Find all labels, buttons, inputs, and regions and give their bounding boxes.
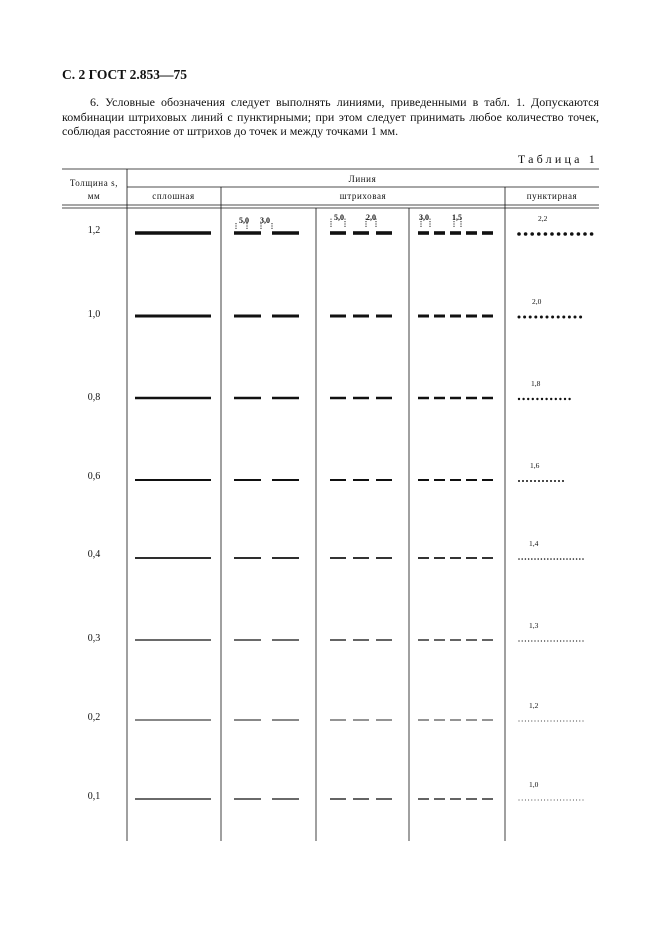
dotted-line-point bbox=[522, 720, 523, 721]
dotted-line-point bbox=[531, 558, 533, 560]
dotted-line-point bbox=[522, 480, 524, 482]
dotted-line-point bbox=[558, 480, 560, 482]
dotted-line-point bbox=[564, 398, 566, 400]
dot-spacing-label: 1,4 bbox=[529, 539, 539, 548]
dotted-line-point bbox=[534, 558, 536, 560]
dotted-line-point bbox=[529, 316, 532, 319]
dotted-line-point bbox=[523, 316, 526, 319]
dotted-line-point bbox=[576, 800, 577, 801]
dotted-line-point bbox=[534, 316, 537, 319]
dotted-line-point bbox=[517, 232, 521, 236]
dotted-line-point bbox=[563, 232, 567, 236]
dotted-line-point bbox=[544, 640, 545, 641]
thickness-value: 0,2 bbox=[87, 712, 101, 723]
dotted-line-point bbox=[530, 232, 534, 236]
dotted-line-point bbox=[542, 480, 544, 482]
dotted-line-point bbox=[563, 720, 564, 721]
dash-annotation: 5,0 bbox=[334, 213, 344, 222]
header-solid: сплошная bbox=[152, 191, 195, 201]
dotted-line-point bbox=[579, 800, 580, 801]
dotted-line-point bbox=[579, 640, 580, 641]
dotted-line-point bbox=[525, 558, 527, 560]
dotted-line-point bbox=[535, 800, 536, 801]
dotted-line-point bbox=[545, 398, 547, 400]
dotted-line-point bbox=[525, 800, 526, 801]
dotted-line-point bbox=[557, 800, 558, 801]
dotted-line-point bbox=[534, 720, 535, 721]
dotted-line-point bbox=[531, 640, 532, 641]
dot-spacing-label: 1,6 bbox=[530, 461, 540, 470]
dotted-line-point bbox=[544, 800, 545, 801]
thickness-value: 0,3 bbox=[87, 633, 101, 644]
thickness-value: 0,1 bbox=[87, 791, 101, 802]
dotted-line-point bbox=[570, 720, 571, 721]
dotted-line-point bbox=[550, 480, 552, 482]
dotted-line-point bbox=[582, 558, 584, 560]
dotted-line-point bbox=[522, 800, 523, 801]
dotted-line-point bbox=[525, 720, 526, 721]
paragraph-6: 6. Условные обозначения следует выполнять линиями, приведенными в табл. 1. Допускаются комбинации штриховых линий с пунктирными; при этом следует принимать любое количество точек, соблюдая расстояние от штрихов до точек и между точками 1 мм. bbox=[62, 95, 599, 138]
dotted-line-point bbox=[518, 720, 519, 721]
dotted-line-point bbox=[563, 640, 564, 641]
dash-annotation: 2,0 bbox=[366, 213, 376, 222]
dotted-line-point bbox=[518, 316, 521, 319]
dotted-line-point bbox=[522, 640, 523, 641]
dotted-line-point bbox=[518, 480, 520, 482]
dotted-line-point bbox=[528, 720, 529, 721]
dotted-line-point bbox=[582, 720, 583, 721]
page-header: С. 2 ГОСТ 2.853—75 bbox=[62, 67, 188, 82]
dotted-line-point bbox=[557, 232, 561, 236]
dotted-line-point bbox=[531, 800, 532, 801]
dash-annotation: 1,5 bbox=[452, 213, 462, 222]
dotted-line-point bbox=[557, 720, 558, 721]
dotted-line-point bbox=[527, 398, 529, 400]
dotted-line-point bbox=[538, 720, 539, 721]
dotted-line-point bbox=[573, 558, 575, 560]
dotted-line-point bbox=[583, 800, 584, 801]
dotted-line-point bbox=[554, 720, 555, 721]
dotted-line-point bbox=[546, 316, 549, 319]
dotted-line-point bbox=[530, 480, 532, 482]
dotted-line-point bbox=[568, 316, 571, 319]
dotted-line-point bbox=[557, 316, 560, 319]
dotted-line-point bbox=[583, 232, 587, 236]
dotted-line-point bbox=[534, 480, 536, 482]
dotted-line-point bbox=[547, 640, 548, 641]
table-caption: Таблица 1 bbox=[517, 152, 598, 166]
dotted-line-point bbox=[547, 800, 548, 801]
thickness-value: 0,4 bbox=[87, 549, 101, 560]
dotted-line-point bbox=[570, 232, 574, 236]
dotted-line-point bbox=[573, 640, 574, 641]
dot-spacing-label: 1,8 bbox=[531, 379, 541, 388]
dotted-line-point bbox=[554, 640, 555, 641]
dotted-line-point bbox=[541, 398, 543, 400]
dotted-line-point bbox=[563, 800, 564, 801]
dotted-line-point bbox=[532, 398, 534, 400]
dotted-line-point bbox=[534, 640, 535, 641]
dotted-line-point bbox=[559, 398, 561, 400]
dotted-line-point bbox=[576, 640, 577, 641]
dotted-line-point bbox=[541, 558, 543, 560]
dotted-line-point bbox=[541, 720, 542, 721]
dash-annotation: 3,0 bbox=[419, 213, 429, 222]
dotted-line-point bbox=[576, 720, 577, 721]
dotted-line-point bbox=[554, 800, 555, 801]
dotted-line-point bbox=[562, 316, 565, 319]
dotted-line-point bbox=[579, 558, 581, 560]
dotted-line-point bbox=[531, 720, 532, 721]
dotted-line-point bbox=[553, 558, 555, 560]
dotted-line-point bbox=[547, 720, 548, 721]
dotted-line-point bbox=[544, 558, 546, 560]
dotted-line-point bbox=[563, 558, 565, 560]
dotted-line-point bbox=[576, 558, 578, 560]
dotted-line-point bbox=[579, 720, 580, 721]
dotted-line-point bbox=[526, 480, 528, 482]
header-dotted: пунктирная bbox=[526, 191, 578, 201]
dotted-line-point bbox=[560, 720, 561, 721]
thickness-value: 1,2 bbox=[87, 225, 101, 236]
dash-annotation: 5,0 bbox=[239, 216, 249, 225]
dotted-line-point bbox=[528, 800, 529, 801]
dash-annotation: 3,0 bbox=[260, 216, 270, 225]
thickness-value: 1,0 bbox=[87, 309, 101, 320]
dotted-line-point bbox=[560, 800, 561, 801]
dotted-line-point bbox=[566, 558, 568, 560]
dot-spacing-label: 1,0 bbox=[529, 780, 539, 789]
dotted-line-point bbox=[550, 232, 554, 236]
dotted-line-point bbox=[541, 640, 542, 641]
dotted-line-point bbox=[569, 558, 571, 560]
dotted-line-point bbox=[567, 800, 568, 801]
dotted-line-point bbox=[519, 800, 520, 801]
dotted-line-point bbox=[525, 640, 526, 641]
dotted-line-point bbox=[570, 800, 571, 801]
dotted-line-point bbox=[568, 398, 570, 400]
dotted-line-point bbox=[566, 640, 567, 641]
dotted-line-point bbox=[522, 398, 524, 400]
dotted-line-point bbox=[528, 640, 529, 641]
dotted-line-point bbox=[551, 800, 552, 801]
dotted-line-point bbox=[538, 640, 539, 641]
dotted-line-point bbox=[573, 720, 574, 721]
dotted-line-point bbox=[579, 316, 582, 319]
dot-spacing-label: 2,2 bbox=[538, 214, 548, 223]
dotted-line-point bbox=[551, 316, 554, 319]
dot-spacing-label: 1,3 bbox=[529, 621, 539, 630]
dotted-line-point bbox=[560, 558, 562, 560]
dotted-line-point bbox=[544, 720, 545, 721]
dotted-line-point bbox=[540, 316, 543, 319]
thickness-value: 0,8 bbox=[87, 392, 101, 403]
dotted-line-point bbox=[582, 640, 583, 641]
dotted-line-point bbox=[541, 800, 542, 801]
dotted-line-point bbox=[566, 720, 567, 721]
dotted-line-point bbox=[550, 640, 551, 641]
dotted-line-point bbox=[538, 800, 539, 801]
dotted-line-point bbox=[518, 398, 520, 400]
dotted-line-point bbox=[538, 480, 540, 482]
dotted-line-point bbox=[557, 640, 558, 641]
dotted-line-point bbox=[518, 558, 520, 560]
dot-spacing-label: 1,2 bbox=[529, 701, 539, 710]
dotted-line-point bbox=[524, 232, 528, 236]
dotted-line-point bbox=[554, 480, 556, 482]
dotted-line-point bbox=[562, 480, 564, 482]
dotted-line-point bbox=[557, 558, 559, 560]
dotted-line-point bbox=[537, 232, 541, 236]
dotted-line-point bbox=[550, 720, 551, 721]
dotted-line-point bbox=[570, 640, 571, 641]
dotted-line-point bbox=[590, 232, 594, 236]
dotted-line-point bbox=[546, 480, 548, 482]
header-thickness: Толщина s, мм bbox=[69, 178, 119, 201]
dotted-line-point bbox=[555, 398, 557, 400]
dotted-line-point bbox=[518, 640, 519, 641]
dotted-line-point bbox=[544, 232, 548, 236]
dotted-line-point bbox=[536, 398, 538, 400]
dotted-line-point bbox=[577, 232, 581, 236]
header-line: Линия bbox=[348, 174, 377, 184]
dotted-line-point bbox=[573, 800, 574, 801]
dotted-line-point bbox=[574, 316, 577, 319]
header-dashed: штриховая bbox=[339, 191, 387, 201]
dotted-line-point bbox=[560, 640, 561, 641]
dotted-line-point bbox=[537, 558, 539, 560]
dotted-line-point bbox=[547, 558, 549, 560]
dotted-line-point bbox=[550, 398, 552, 400]
dotted-line-point bbox=[550, 558, 552, 560]
dot-spacing-label: 2,0 bbox=[532, 297, 542, 306]
thickness-value: 0,6 bbox=[87, 471, 101, 482]
dotted-line-point bbox=[521, 558, 523, 560]
dotted-line-point bbox=[528, 558, 530, 560]
